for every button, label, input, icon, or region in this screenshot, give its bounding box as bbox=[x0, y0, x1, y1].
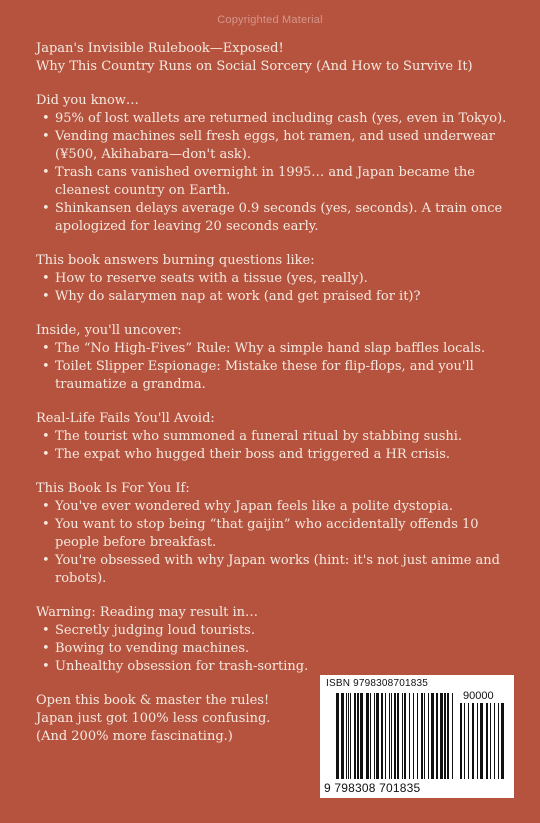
barcode-stripe bbox=[431, 693, 434, 779]
addon-bars-icon bbox=[460, 703, 506, 779]
section-uncover bbox=[36, 322, 526, 394]
barcode-stripe bbox=[381, 693, 383, 779]
barcode-stripe bbox=[464, 703, 465, 779]
barcode-stripe bbox=[391, 693, 392, 779]
barcode-stripe bbox=[374, 693, 375, 779]
list-item: • You're obsessed with why Japan works (hint: it's not just anime and robots). bbox=[36, 552, 526, 588]
bullet-list bbox=[36, 622, 526, 676]
list-item: • How to reserve seats with a tissue (yes, really). bbox=[36, 270, 526, 288]
barcode-stripe bbox=[354, 693, 356, 779]
barcode-stripe bbox=[366, 693, 369, 779]
barcode-stripe bbox=[480, 703, 483, 779]
barcode-stripe bbox=[389, 693, 390, 779]
bullet-list bbox=[36, 428, 526, 464]
barcode-stripe bbox=[460, 703, 462, 779]
barcode-stripe bbox=[409, 693, 410, 779]
bullet-list bbox=[36, 110, 526, 236]
barcode-stripe bbox=[494, 703, 495, 779]
section-title: Warning: Reading may result in… bbox=[36, 605, 259, 620]
addon-number: 90000 bbox=[463, 690, 494, 702]
section-questions bbox=[36, 252, 526, 306]
barcode-stripe bbox=[370, 693, 371, 779]
list-item: • Why do salarymen nap at work (and get praised for it)? bbox=[36, 288, 526, 306]
list-item: • Unhealthy obsession for trash-sorting. bbox=[36, 658, 526, 676]
bullet-list bbox=[36, 340, 526, 394]
subhead: Why This Country Runs on Social Sorcery (And How to Survive It) bbox=[36, 59, 473, 74]
barcode-stripe bbox=[501, 703, 504, 779]
section-title: Inside, you'll uncover: bbox=[36, 323, 182, 338]
section-fails bbox=[36, 410, 526, 464]
barcode-stripe bbox=[357, 693, 359, 779]
barcode-stripe bbox=[440, 693, 443, 779]
closing-line: Open this book & master the rules! bbox=[36, 693, 270, 708]
back-cover-text bbox=[36, 40, 526, 746]
list-item: • The tourist who summoned a funeral ritual by stabbing sushi. bbox=[36, 428, 526, 446]
barcode-stripe bbox=[490, 703, 491, 779]
barcode-stripe bbox=[413, 693, 414, 779]
headline: Japan's Invisible Rulebook—Exposed! bbox=[36, 41, 284, 56]
barcode-stripe bbox=[436, 693, 438, 779]
barcode-stripe bbox=[417, 693, 418, 779]
closing-line: (And 200% more fascinating.) bbox=[36, 729, 233, 744]
list-item: • The expat who hugged their boss and triggered a HR crisis. bbox=[36, 446, 526, 464]
barcode-stripe bbox=[421, 693, 423, 779]
barcode-stripe bbox=[346, 693, 347, 779]
barcode-stripe bbox=[472, 703, 474, 779]
barcode-bars-icon bbox=[336, 693, 454, 779]
barcode-stripe bbox=[424, 693, 425, 779]
closing-line: Japan just got 100% less confusing. bbox=[36, 711, 271, 726]
barcode-stripe bbox=[397, 693, 399, 779]
barcode-digits: 9 798308 701835 bbox=[324, 781, 421, 795]
list-item: • You want to stop being “that gaijin” who accidentally offends 10 people before breakfast. bbox=[36, 516, 526, 552]
list-item: • You've ever wondered why Japan feels like a polite dystopia. bbox=[36, 498, 526, 516]
section-for-you bbox=[36, 480, 526, 588]
barcode-stripe bbox=[348, 693, 349, 779]
list-item: • Vending machines sell fresh eggs, hot ramen, and used underwear (¥500, Akihabara—don't ask). bbox=[36, 128, 526, 164]
list-item: • Secretly judging loud tourists. bbox=[36, 622, 526, 640]
list-item: • Bowing to vending machines. bbox=[36, 640, 526, 658]
isbn-barcode bbox=[320, 675, 514, 798]
barcode-stripe bbox=[428, 693, 429, 779]
list-item: • Shinkansen delays average 0.9 seconds (yes, seconds). A train once apologized for leaving 20 seconds early. bbox=[36, 200, 526, 236]
barcode-stripe bbox=[468, 703, 469, 779]
barcode-stripe bbox=[385, 693, 386, 779]
barcode-stripe bbox=[477, 703, 478, 779]
section-title: Did you know… bbox=[36, 93, 139, 108]
barcode-stripe bbox=[444, 693, 446, 779]
section-did-you-know bbox=[36, 92, 526, 236]
list-item: • Toilet Slipper Espionage: Mistake these for flip-flops, and you'll traumatize a grandma. bbox=[36, 358, 526, 394]
section-title: Real-Life Fails You'll Avoid: bbox=[36, 411, 215, 426]
list-item: • Trash cans vanished overnight in 1995… and Japan became the cleanest country on Earth. bbox=[36, 164, 526, 200]
bullet-list bbox=[36, 270, 526, 306]
section-title: This Book Is For You If: bbox=[36, 481, 190, 496]
barcode-stripe bbox=[336, 693, 339, 779]
section-warning bbox=[36, 604, 526, 676]
barcode-stripe bbox=[402, 693, 403, 779]
barcode-stripe bbox=[404, 693, 406, 779]
barcode-stripe bbox=[486, 703, 488, 779]
barcode-stripe bbox=[498, 703, 499, 779]
list-item: • 95% of lost wallets are returned including cash (yes, even in Tokyo). bbox=[36, 110, 526, 128]
barcode-stripe bbox=[360, 693, 363, 779]
barcode-stripe bbox=[341, 693, 344, 779]
barcode-stripe bbox=[447, 693, 449, 779]
barcode-stripe bbox=[394, 693, 396, 779]
barcode-stripe bbox=[452, 693, 453, 779]
isbn-label: ISBN 9798308701835 bbox=[326, 678, 429, 689]
barcode-stripe bbox=[376, 693, 379, 779]
section-title: This book answers burning questions like: bbox=[36, 253, 315, 268]
barcode-stripe bbox=[350, 693, 351, 779]
bullet-list bbox=[36, 498, 526, 588]
watermark: Copyrighted Material bbox=[217, 14, 323, 26]
list-item: • The “No High-Fives” Rule: Why a simple hand slap baffles locals. bbox=[36, 340, 526, 358]
